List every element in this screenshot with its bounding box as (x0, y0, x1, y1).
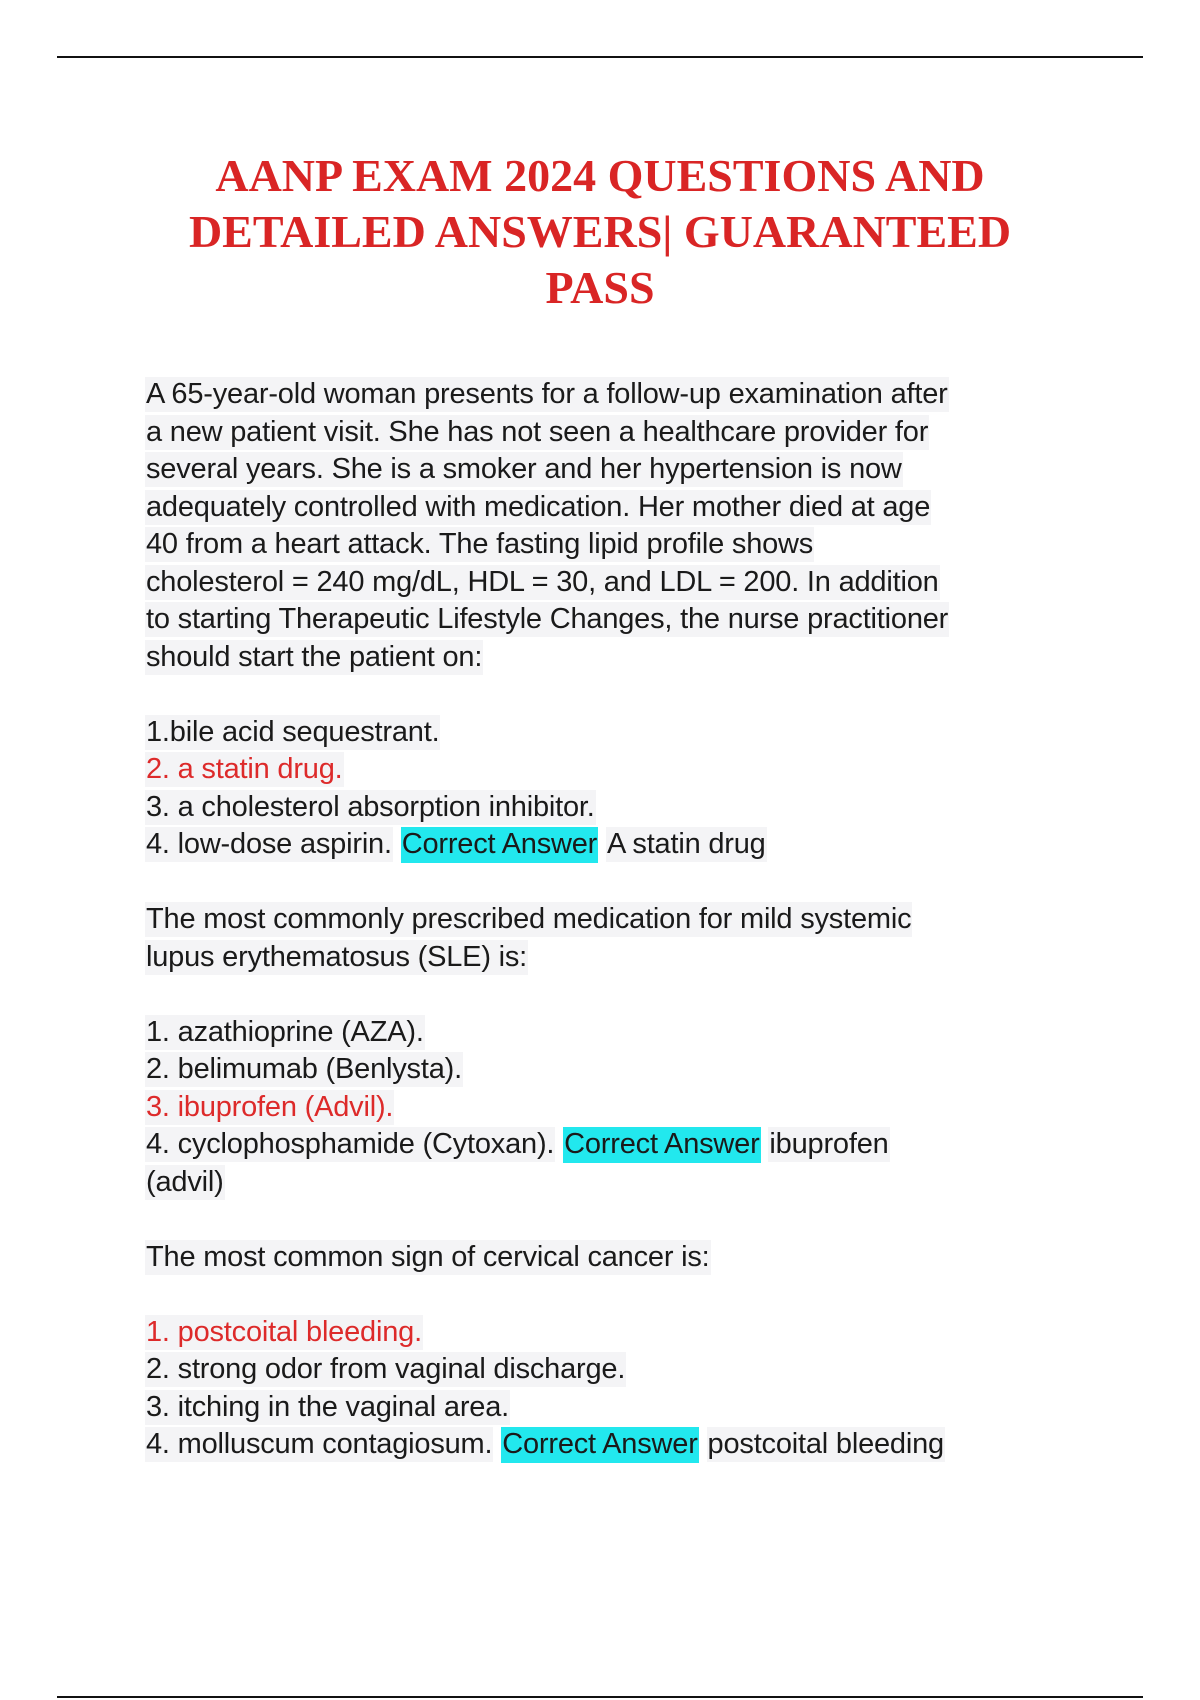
stem-line: several years. She is a smoker and her hypertension is now (146, 453, 902, 485)
footer-rule (57, 1696, 1143, 1698)
stem-line: 40 from a heart attack. The fasting lipid profile shows (146, 528, 814, 560)
correct-answer-label: Correct Answer (563, 1127, 760, 1163)
option-list (145, 714, 1065, 864)
document-title (60, 148, 1140, 316)
stem-line: should start the patient on: (146, 640, 483, 673)
option-item: 3. a cholesterol absorption inhibitor. (146, 790, 595, 823)
stem-line: a new patient visit. She has not seen a healthcare provider for (146, 415, 929, 448)
option-item: 2. strong odor from vaginal discharge. (146, 1353, 626, 1385)
document-body (145, 376, 1065, 1464)
stem-line: lupus erythematosus (SLE) is: (146, 940, 528, 973)
option-item: 2. belimumab (Benlysta). (146, 1053, 462, 1085)
title-line: PASS (545, 262, 655, 313)
question-stem (145, 901, 1065, 976)
answer-text: ibuprofen (769, 1128, 889, 1160)
correct-option: 2. a statin drug. (146, 753, 343, 785)
correct-option: 3. ibuprofen (Advil). (146, 1090, 394, 1123)
title-line: AANP EXAM 2024 QUESTIONS AND (215, 150, 985, 201)
correct-answer-label: Correct Answer (401, 827, 598, 863)
stem-line: adequately controlled with medication. Her mother died at age (146, 490, 931, 523)
correct-answer-label: Correct Answer (501, 1427, 698, 1463)
option-item: 4. molluscum contagiosum. (146, 1428, 493, 1460)
correct-option: 1. postcoital bleeding. (146, 1315, 422, 1348)
option-item: 3. itching in the vaginal area. (146, 1390, 509, 1423)
title-line: DETAILED ANSWERS| GUARANTEED (188, 206, 1012, 257)
question-1 (145, 376, 1065, 864)
answer-text-continued: (advil) (146, 1165, 224, 1198)
answer-text: A statin drug (607, 828, 766, 860)
question-2 (145, 901, 1065, 1201)
stem-line: The most common sign of cervical cancer is: (146, 1240, 710, 1273)
stem-line: A 65-year-old woman presents for a follow-up examination after (146, 378, 948, 410)
stem-line: to starting Therapeutic Lifestyle Changes, the nurse practitioner (146, 603, 949, 635)
option-item: 1. azathioprine (AZA). (146, 1015, 424, 1048)
answer-text: postcoital bleeding (707, 1428, 944, 1460)
option-list (145, 1014, 1065, 1202)
header-rule (57, 56, 1143, 58)
option-item: 1.bile acid sequestrant. (146, 715, 440, 748)
option-list (145, 1314, 1065, 1464)
question-stem (145, 1239, 1065, 1277)
option-item: 4. cyclophosphamide (Cytoxan). (146, 1128, 555, 1160)
question-stem (145, 376, 1065, 676)
option-item: 4. low-dose aspirin. (146, 828, 392, 860)
question-3 (145, 1239, 1065, 1464)
stem-line: The most commonly prescribed medication for mild systemic (146, 903, 912, 935)
stem-line: cholesterol = 240 mg/dL, HDL = 30, and LDL = 200. In addition (146, 565, 939, 598)
